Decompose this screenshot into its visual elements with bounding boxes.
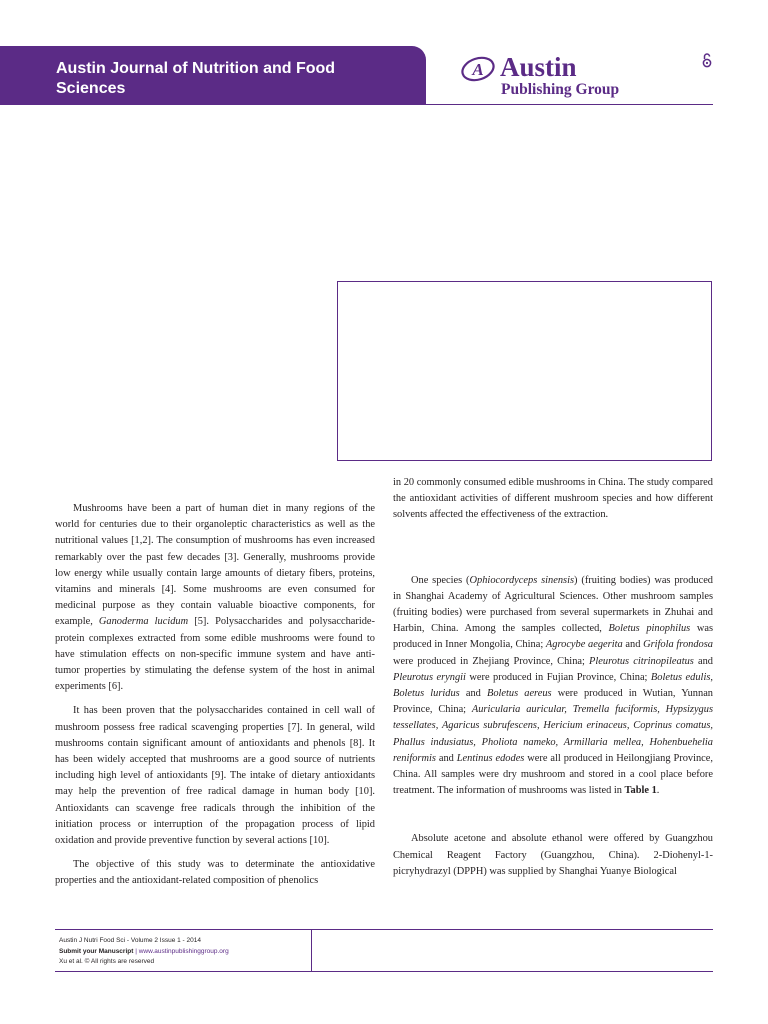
text-run: The objective of this study was to determinate the antioxidative properties and the antioxidant-related composition of phenolics (55, 859, 375, 887)
species-name: Boletus aereus (486, 688, 552, 700)
text-run: were produced in Fujian Province, China; (465, 671, 651, 683)
svg-text:A: A (472, 60, 484, 79)
text-run: and (435, 752, 457, 764)
intro-paragraph-3 (55, 857, 375, 889)
footer-submit-line (59, 947, 309, 958)
right-column (393, 475, 713, 880)
species-name: Agrocybe aegerita (545, 639, 623, 651)
text-run: [5]. Polysaccharides and polysaccharide-protein complexes extracted from some edible mushrooms were found to have stimulation effects on non-specific immune system and have anti-tumor properties by stimulating the defense system of the host in animal experiments [6]. (55, 616, 376, 693)
intro-paragraph-continued (393, 475, 713, 524)
footer-divider (311, 929, 312, 972)
footer-citation: Austin J Nutri Food Sci - Volume 2 Issue 1 - 2014 (59, 937, 201, 944)
publisher-subtitle: Publishing Group (501, 81, 620, 98)
species-name: Pleurotus citrinopileatus (589, 655, 694, 667)
austin-logo-icon (460, 56, 496, 82)
table-reference: Table 1 (624, 785, 657, 797)
species-name: Boletus luridus (393, 688, 460, 700)
text-run: and (693, 655, 714, 667)
text-run: was produced in Inner Mongolia, China; (393, 623, 714, 651)
text-run: were all produced in Heilongjiang Province, China. All samples were dry mushroom and stored in a cool place before treatment. The information of mushrooms was listed in (393, 752, 714, 797)
journal-title: Austin Journal of Nutrition and Food Sciences (56, 60, 336, 97)
footer-copyright: Xu et al. © All rights are reserved (59, 958, 155, 965)
footer-separator: | (133, 947, 139, 955)
text-run: It has been proven that the polysaccharides contained in cell wall of mushroom possess free radical scavenging properties [7]. In general, wild mushrooms contain significant amount of antioxidants and phenols [8]. It has been widely accepted that mushrooms are a good source of nutrients including high level of antioxidants [9]. The intake of dietary antioxidants may help the prevention of free radical damage in human body [10]. Antioxidants can scavenge free radicals through the inhibition of the initiation process or interruption of the propagation process of lipid oxidation and provide preventive function by several actions [10]. (55, 705, 375, 847)
text-run: and (459, 688, 487, 700)
text-run: Mushrooms have been a part of human diet in many regions of the world for centuries due to their organoleptic characteristics as well as the nutritional values [1,2]. The consumption of mushrooms has even increased remarkably over the past few decades [3]. Generally, mushrooms provide low energy while usually contain large amounts of dietary fibers, proteins, vitamins and minerals [4]. Some mushrooms are even consumed for medicinal purpose as they contain valuable bioactive components, for example, (55, 503, 375, 628)
publisher-url-link[interactable]: www.austinpublishinggroup.org (138, 947, 229, 955)
text-run: and (622, 639, 644, 651)
species-name: Boletus pinophilus (608, 623, 691, 635)
intro-paragraph-1 (55, 501, 375, 695)
text-run: , (710, 671, 713, 683)
text-run: were produced in Zhejiang Province, China; (393, 655, 590, 667)
intro-paragraph-2 (55, 703, 375, 849)
submit-manuscript-label: Submit your Manuscript (59, 947, 134, 955)
text-run: ) (fruiting bodies) was produced in Shanghai Academy of Agricultural Sciences. Other mushroom samples (fruiting bodies) were purchased from several supermarkets in Zhuhai and Harbin, China. Among the samples collected, (393, 574, 714, 635)
text-run: One species ( (411, 574, 470, 586)
species-name: Ganoderma lucidum (98, 616, 189, 628)
methods-reagents-paragraph (393, 831, 713, 880)
open-access-icon[interactable] (701, 52, 713, 68)
footer-rule-bottom (55, 971, 713, 972)
text-run: in 20 commonly consumed edible mushrooms in China. The study compared the antioxidant activities of different mushroom species and how different solvents affected the effectiveness of the extraction. (393, 477, 713, 521)
publisher-name: Austin (500, 52, 577, 82)
footer-info (59, 936, 309, 968)
text-run: were produced in Wutian, Yunnan Province, China; (393, 688, 714, 716)
text-run: . (656, 785, 660, 797)
footer-rule-top (55, 929, 713, 930)
left-column (55, 501, 375, 890)
species-name: Pleurotus eryngii (393, 671, 466, 683)
species-name: Lentinus edodes (456, 752, 525, 764)
species-name: Ophiocordyceps sinensis (469, 574, 575, 586)
species-name: Grifola frondosa (643, 639, 713, 651)
abstract-box (337, 281, 712, 461)
species-name: Boletus edulis (650, 671, 711, 683)
species-name: Auricularia auricular, Tremella fuciformis, Hypsizygus tessellates, Agaricus subrufescens, Hericium erinaceus, Coprinus comatus, Phallus indusiatus, Pholiota nameko, Armillaria mellea, Hohenbuehelia reniformis (393, 704, 713, 764)
methods-samples-paragraph (393, 573, 713, 800)
header-rule (426, 104, 713, 105)
text-run: Absolute acetone and absolute ethanol were offered by Guangzhou Chemical Reagent Factory (Guangzhou, China). 2-Diohenyl-1-picryhydrazyl (DPPH) was supplied by Shanghai Yuanye Biological (393, 833, 713, 877)
